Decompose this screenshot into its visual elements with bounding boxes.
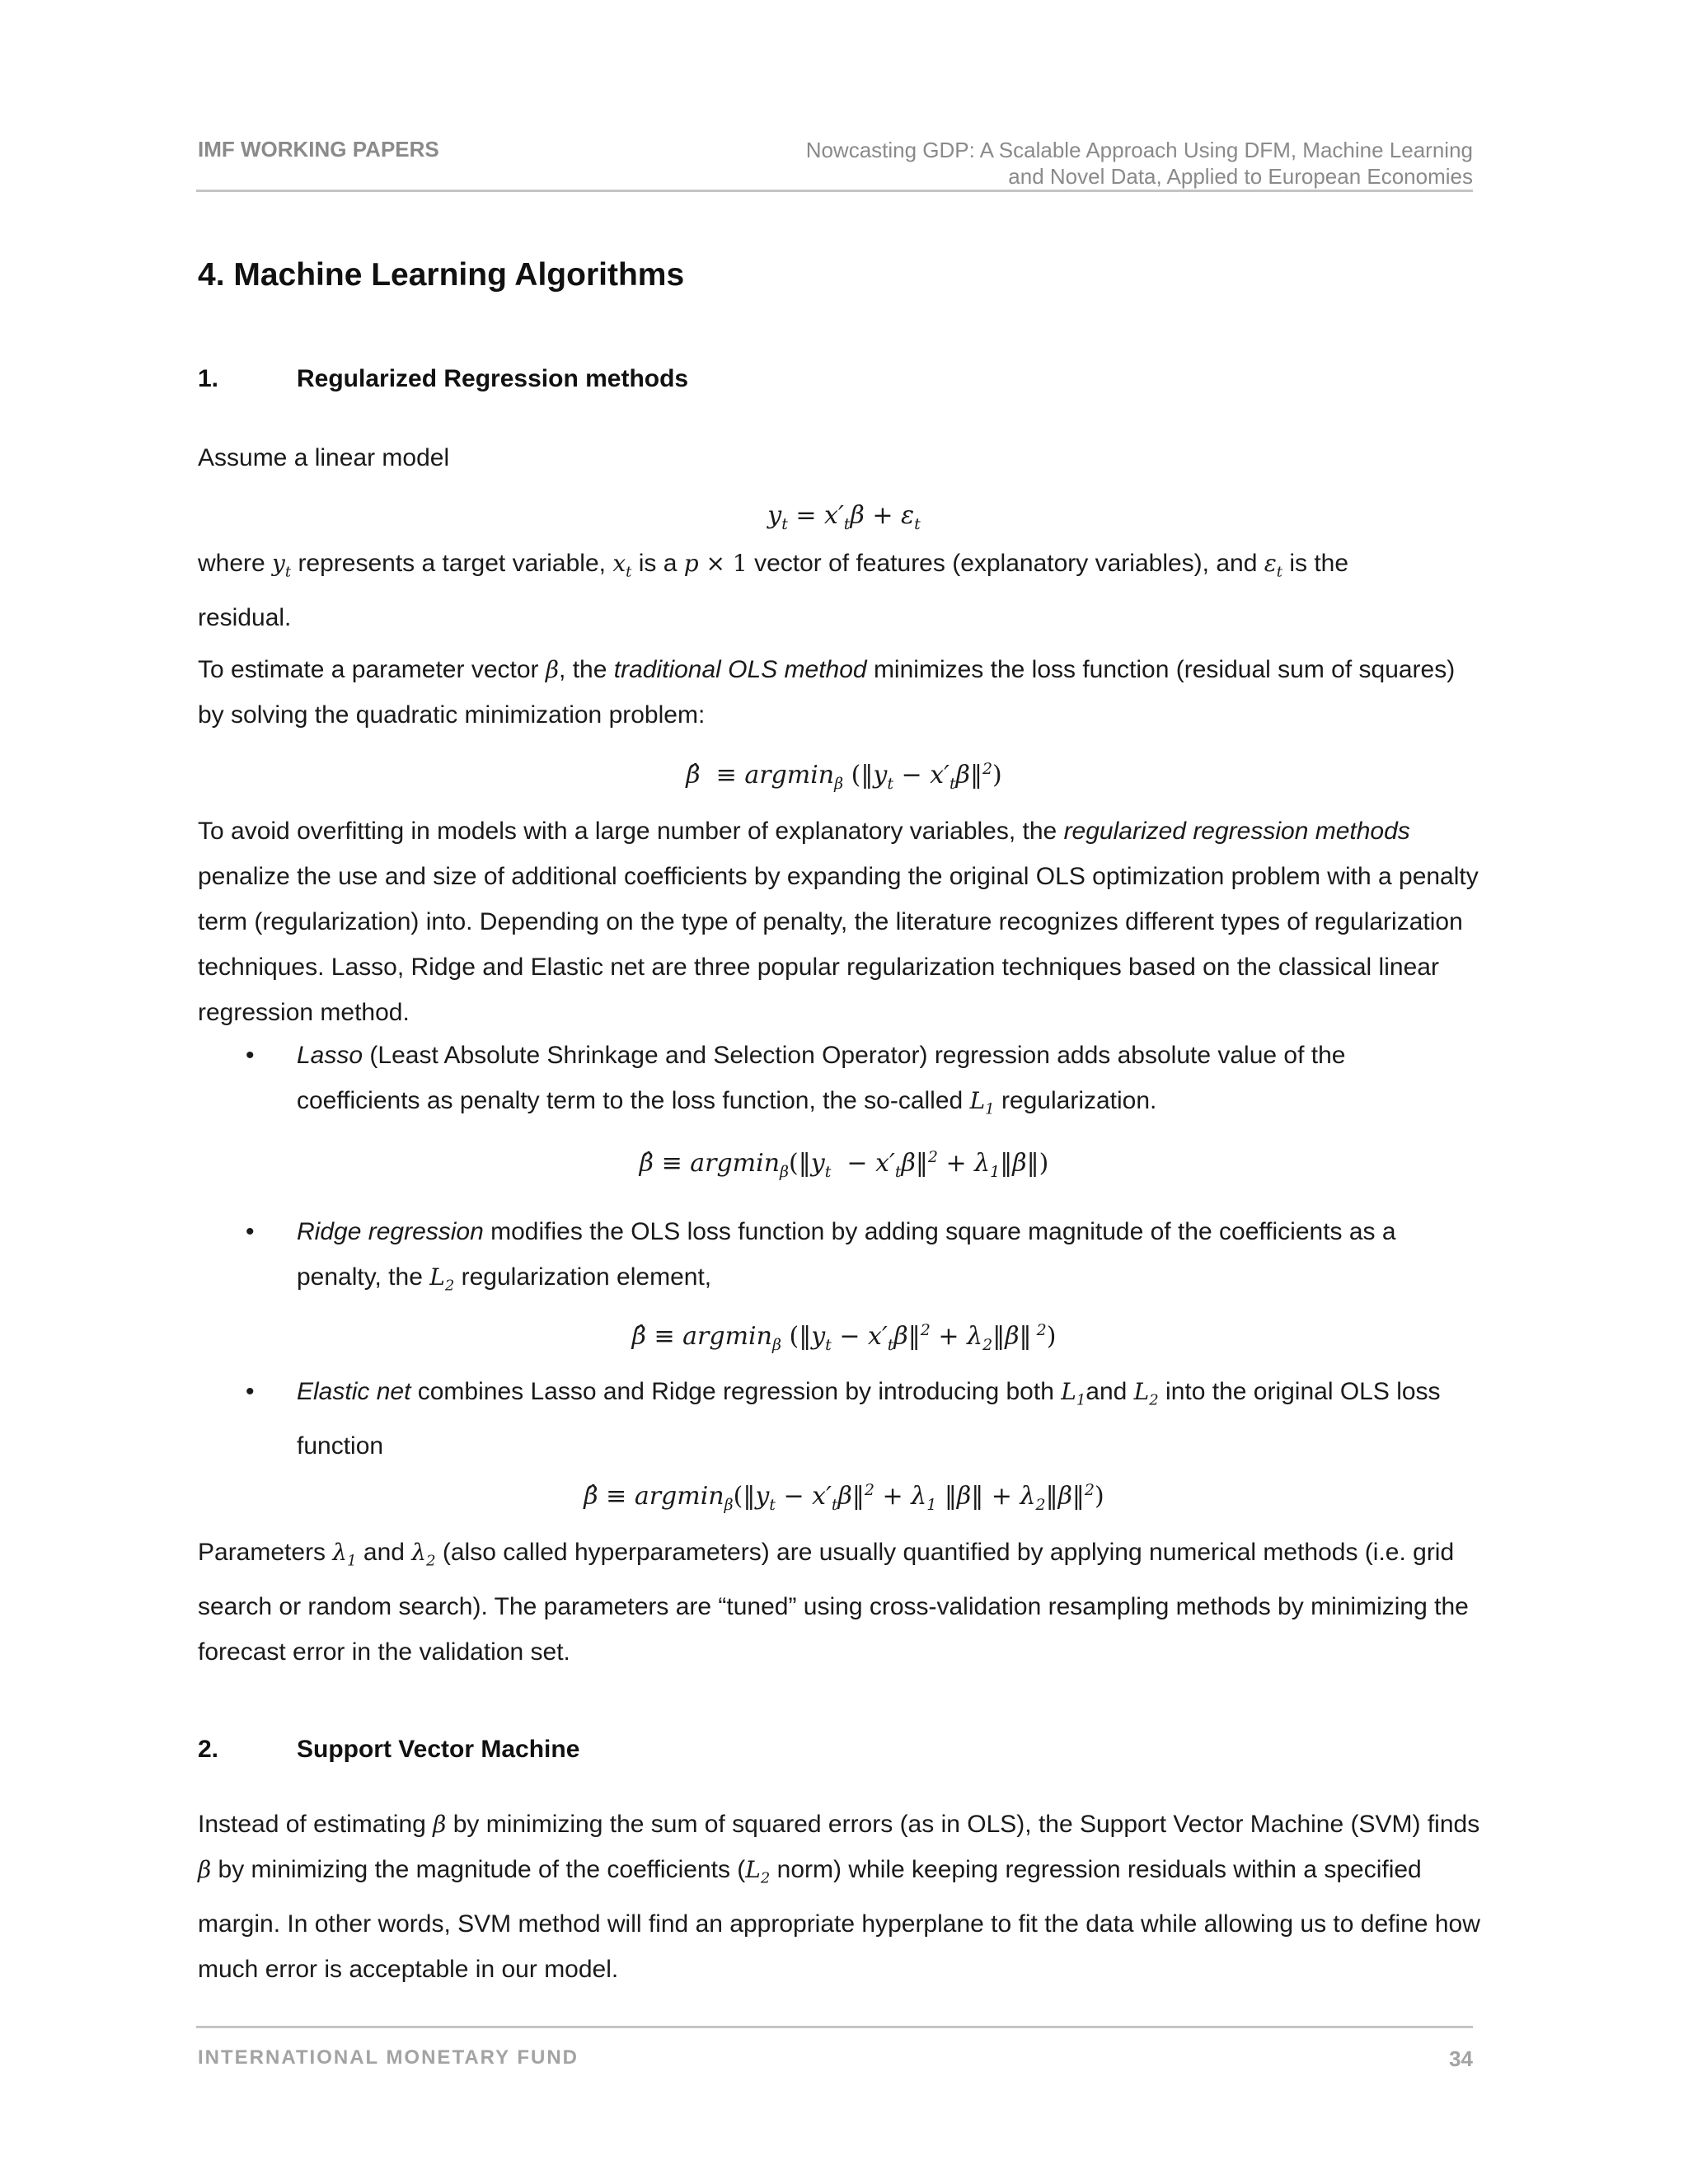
- text-span: minimizes the loss function (residual sum of squares) by solving the quadratic minimization problem:: [198, 656, 1456, 729]
- emphasis-regularized: regularized regression methods: [1063, 818, 1410, 845]
- text-span: regularization element,: [454, 1263, 712, 1291]
- text-span: (Least Absolute Shrinkage and Selection Operator) regression adds absolute value of the coefficients as penalty term to the loss function, the so-called: [297, 1042, 1346, 1114]
- text-span: penalize the use and size of additional coefficients by expanding the original OLS optimization problem with a penalty term (regularization) into. Depending on the type of penalty, the literature recognizes different types of regularization techniques. Lasso, Ridge and Elastic net are three popular regularization techniques based on the classical linear regression method.: [198, 863, 1479, 1026]
- bullet-elastic-net: Elastic net combines Lasso and Ridge regression by introducing both $L_1and$ $L_2$ into the original OLS loss function: [297, 1378, 1441, 1460]
- paragraph-overfitting: [198, 808, 1484, 1035]
- subsection-title: Support Vector Machine: [297, 1736, 580, 1763]
- equation-linear-model: $y_t = x'_t\beta + \varepsilon_t$: [767, 501, 921, 533]
- equation-elastic-net: β̂ ≡ $argmin_\beta(‖y_t$ − $x'_t\beta‖^2 + \lambda_1$ ‖β‖ + $\lambda_2‖\beta‖^2$): [584, 1481, 1104, 1514]
- bullet-marker: •: [246, 1042, 255, 1069]
- text-span: combines Lasso and Ridge regression by introducing both: [410, 1378, 1062, 1405]
- text-span: vector of features (explanatory variables), and: [747, 550, 1264, 577]
- bullet-marker: •: [246, 1218, 255, 1245]
- paragraph-estimate: To estimate a parameter vector β, the traditional OLS method minimizes the loss function (residual sum of squares) by solving the quadratic minimization problem:: [198, 656, 1456, 729]
- header-paper-title-line2: and Novel Data, Applied to European Economies: [1008, 164, 1473, 189]
- text-span: To avoid overfitting in models with a large number of explanatory variables, the: [198, 818, 1064, 845]
- text-span: represents a target variable,: [291, 550, 613, 577]
- section-title: 4. Machine Learning Algorithms: [198, 257, 685, 293]
- text-span: To estimate a parameter vector: [198, 656, 546, 683]
- text-span: into the original OLS loss function: [297, 1378, 1441, 1460]
- header-paper-title-line1: Nowcasting GDP: A Scalable Approach Using DFM, Machine Learning: [805, 138, 1473, 162]
- paragraph-where: where $y_t$ represents a target variable, $x_t$ is a p × 1 vector of features (explanatory variables), and $\varepsilon_t$ is the residual.: [198, 550, 1349, 631]
- equation-ridge: β̂ ≡ argmin$_\beta$ ($‖y_t$ − $x'_t\beta‖^2$ + $\lambda_2‖\beta‖$ $^2$): [631, 1321, 1057, 1354]
- text-span: , the: [559, 656, 614, 683]
- subsection-title: Regularized Regression methods: [297, 365, 689, 392]
- subsection-heading-1: [198, 365, 688, 393]
- header-divider: [196, 190, 1473, 192]
- subsection-number: 1.: [198, 365, 219, 392]
- equation-ols: β̂ ≡ argmin$_\beta$ ($‖y_t$ − $x'_t\beta‖^2$): [686, 760, 1002, 793]
- header-paper-title: [806, 137, 1473, 190]
- page-number: 34: [1449, 2046, 1473, 2071]
- text-span: norm) while keeping regression residuals within a specified margin. In other words, SVM method will find an appropriate hyperplane to fit the data while allowing us to define how much error is acceptable in our model.: [198, 1856, 1480, 1983]
- footer-divider: [196, 2026, 1473, 2028]
- text-span: and: [1085, 1378, 1134, 1405]
- emphasis-elastic-net: Elastic net: [297, 1378, 411, 1405]
- text-span: where: [198, 550, 273, 577]
- text-span: Parameters: [198, 1539, 333, 1566]
- header-series-title: IMF WORKING PAPERS: [198, 137, 439, 162]
- bullet-marker: •: [246, 1378, 255, 1405]
- paragraph-assume: Assume a linear model: [198, 444, 450, 471]
- bullet-ridge: Ridge regression modifies the OLS loss function by adding square magnitude of the coefficients as a penalty, the $L_2$ regularization element,: [297, 1218, 1396, 1295]
- equation-lasso: β̂ ≡ $argmin_\beta(‖y_t$ − $x'_t\beta‖^2$ + $\lambda_1‖\beta‖$): [639, 1148, 1049, 1181]
- text-span: (also called hyperparameters) are usually quantified by applying numerical methods (i.e. grid search or random search). The parameters are “tuned” using cross-validation resampling methods by minimizing the forecast error in the validation set.: [198, 1539, 1469, 1666]
- emphasis-lasso: Lasso: [297, 1042, 363, 1069]
- bullet-lasso: Lasso (Least Absolute Shrinkage and Selection Operator) regression adds absolute value of the coefficients as penalty term to the loss function, the so-called $L_1$ regularization.: [297, 1042, 1346, 1118]
- subsection-number: 2.: [198, 1736, 219, 1763]
- emphasis-ridge: Ridge regression: [297, 1218, 484, 1245]
- paragraph-parameters: Parameters $\lambda_1$ and $\lambda_2$ (also called hyperparameters) are usually quantified by applying numerical methods (i.e. grid search or random search). The parameters are “tuned” using cross-validation resampling methods by minimizing the forecast error in the validation set.: [198, 1539, 1469, 1666]
- subsection-heading-2: [198, 1736, 579, 1764]
- text-span: modifies the OLS loss function by adding square magnitude of the coefficients as a penalty, the: [297, 1218, 1396, 1291]
- footer-organization: INTERNATIONAL MONETARY FUND: [198, 2046, 579, 2069]
- text-span: is a: [631, 550, 684, 577]
- text-span: by minimizing the sum of squared errors (as in OLS), the Support Vector Machine (SVM) finds: [446, 1811, 1480, 1838]
- emphasis-traditional-ols: traditional OLS method: [613, 656, 867, 683]
- text-span: by minimizing the magnitude of the coefficients (: [211, 1856, 746, 1883]
- text-span: is the: [1282, 550, 1349, 577]
- text-span: regularization.: [994, 1087, 1157, 1114]
- text-span: Instead of estimating: [198, 1811, 434, 1838]
- text-span: residual.: [198, 603, 292, 631]
- text-span: and: [356, 1539, 412, 1566]
- paragraph-svm: Instead of estimating β by minimizing the sum of squared errors (as in OLS), the Support Vector Machine (SVM) finds β by minimizing the magnitude of the coefficients ($L_2$ norm) while keeping regression residuals within a specified margin. In other words, SVM method will find an appropriate hyperplane to fit the data while allowing us to define how much error is acceptable in our model.: [198, 1811, 1480, 1983]
